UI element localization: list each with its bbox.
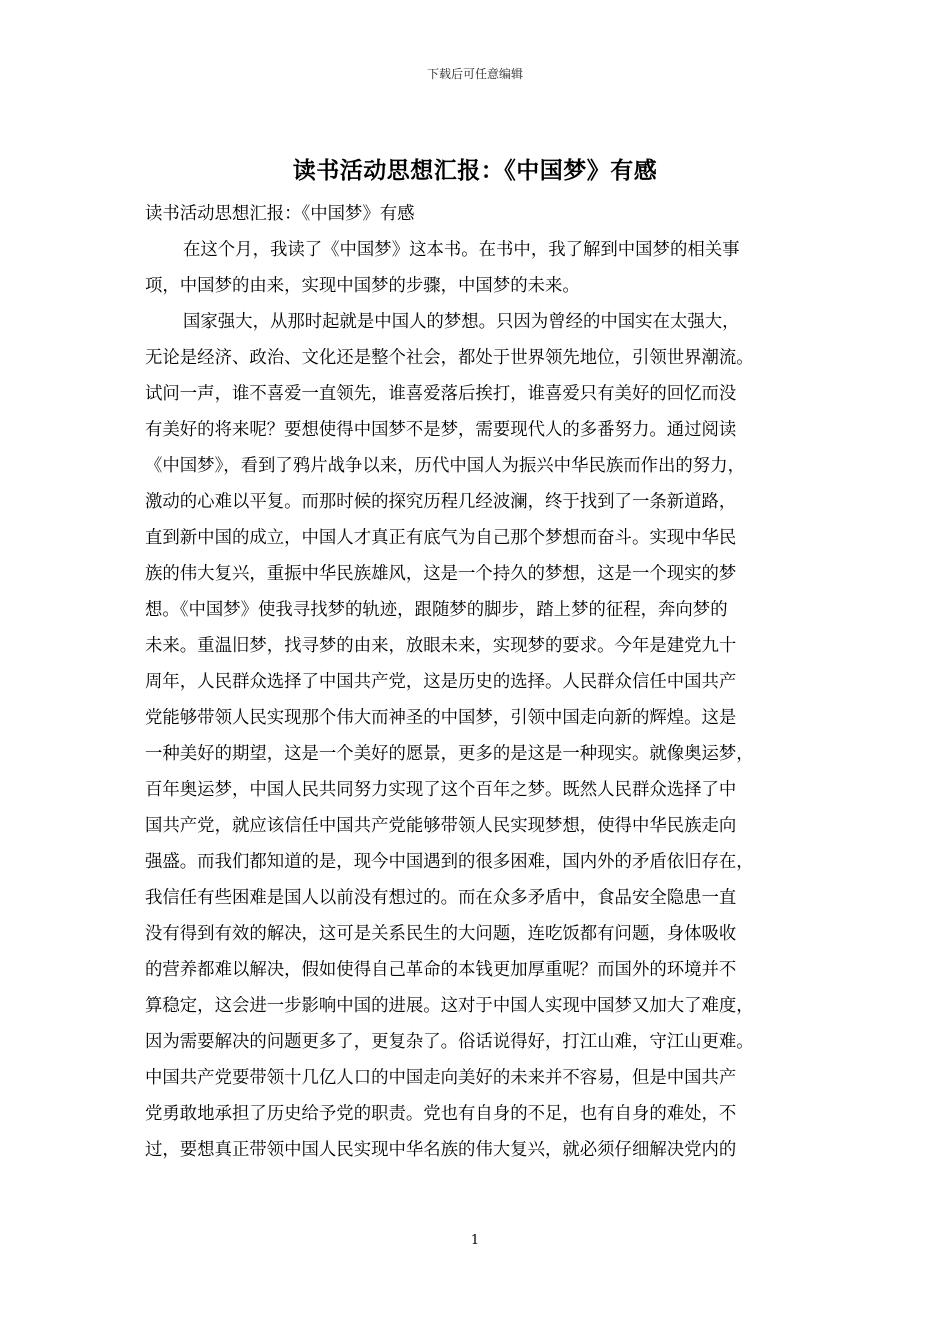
- text-line: 百年奥运梦，中国人民共同努力实现了这个百年之梦。既然人民群众选择了中: [145, 780, 737, 800]
- text-line: 过，要想真正带领中国人民实现中华名族的伟大复兴，就必须仔细解决党内的: [145, 1140, 737, 1160]
- subtitle-line: 读书活动思想汇报：《中国梦》有感: [145, 204, 415, 224]
- text-line: 项，中国梦的由来，实现中国梦的步骤，中国梦的未来。: [145, 276, 580, 296]
- text-line: 的营养都难以解决，假如使得自己革命的本钱更加厚重呢？而国外的环境并不: [145, 960, 737, 980]
- text-line: 想。《中国梦》使我寻找梦的轨迹，跟随梦的脚步，踏上梦的征程，奔向梦的: [145, 600, 728, 620]
- text-line: 无论是经济、政治、文化还是整个社会，都处于世界领先地位，引领世界潮流。: [145, 348, 754, 368]
- text-line: 族的伟大复兴，重振中华民族雄风，这是一个持久的梦想，这是一个现实的梦: [145, 564, 737, 584]
- text-line: 《中国梦》，看到了鸦片战争以来，历代中国人为振兴中华民族而作出的努力，: [145, 456, 745, 476]
- text-line: 国共产党，就应该信任中国共产党能够带领人民实现梦想，使得中华民族走向: [145, 816, 737, 836]
- text-line: 中国共产党要带领十几亿人口的中国走向美好的未来并不容易，但是中国共产: [145, 1068, 737, 1088]
- text-line: 党能够带领人民实现那个伟大而神圣的中国梦，引领中国走向新的辉煌。这是: [145, 708, 737, 728]
- text-line: 算稳定，这会进一步影响中国的进展。这对于中国人实现中国梦又加大了难度，: [145, 996, 754, 1016]
- text-line: 试问一声，谁不喜爱一直领先，谁喜爱落后挨打，谁喜爱只有美好的回忆而没: [145, 384, 737, 404]
- document-body: [145, 196, 805, 1168]
- text-line: 强盛。而我们都知道的是，现今中国遇到的很多困难，国内外的矛盾依旧存在，: [145, 852, 754, 872]
- text-line: 在这个月，我读了《中国梦》这本书。在书中，我了解到中国梦的相关事: [183, 240, 740, 260]
- page-number: 1: [470, 1233, 480, 1248]
- text-line: 因为需要解决的问题更多了，更复杂了。俗话说得好，打江山难，守江山更难。: [145, 1032, 754, 1052]
- text-line: 没有得到有效的解决，这可是关系民生的大问题，连吃饭都有问题，身体吸收: [145, 924, 737, 944]
- document-title: 读书活动思想汇报：《中国梦》有感: [292, 157, 658, 184]
- text-line: 党勇敢地承担了历史给予党的职责。党也有自身的不足，也有自身的难处，不: [145, 1104, 737, 1124]
- text-line: 有美好的将来呢？要想使得中国梦不是梦，需要现代人的多番努力。通过阅读: [145, 420, 737, 440]
- text-line: 我信任有些困难是国人以前没有想过的。而在众多矛盾中，食品安全隐患一直: [145, 888, 737, 908]
- paragraph-1: [145, 232, 805, 304]
- text-line: 激动的心难以平复。而那时候的探究历程几经波澜，终于找到了一条新道路，: [145, 492, 737, 512]
- text-line: 未来。重温旧梦，找寻梦的由来，放眼未来，实现梦的要求。今年是建党九十: [145, 636, 737, 656]
- text-line: 一种美好的期望，这是一个美好的愿景，更多的是这是一种现实。就像奥运梦，: [145, 744, 754, 764]
- page-header-note: 下载后可任意编辑: [426, 67, 523, 81]
- text-line: 国家强大，从那时起就是中国人的梦想。只因为曾经的中国实在太强大，: [183, 312, 740, 332]
- text-line: 直到新中国的成立，中国人才真正有底气为自己那个梦想而奋斗。实现中华民: [145, 528, 737, 548]
- paragraph-2: [145, 304, 805, 1168]
- text-line: 周年，人民群众选择了中国共产党，这是历史的选择。人民群众信任中国共产: [145, 672, 737, 692]
